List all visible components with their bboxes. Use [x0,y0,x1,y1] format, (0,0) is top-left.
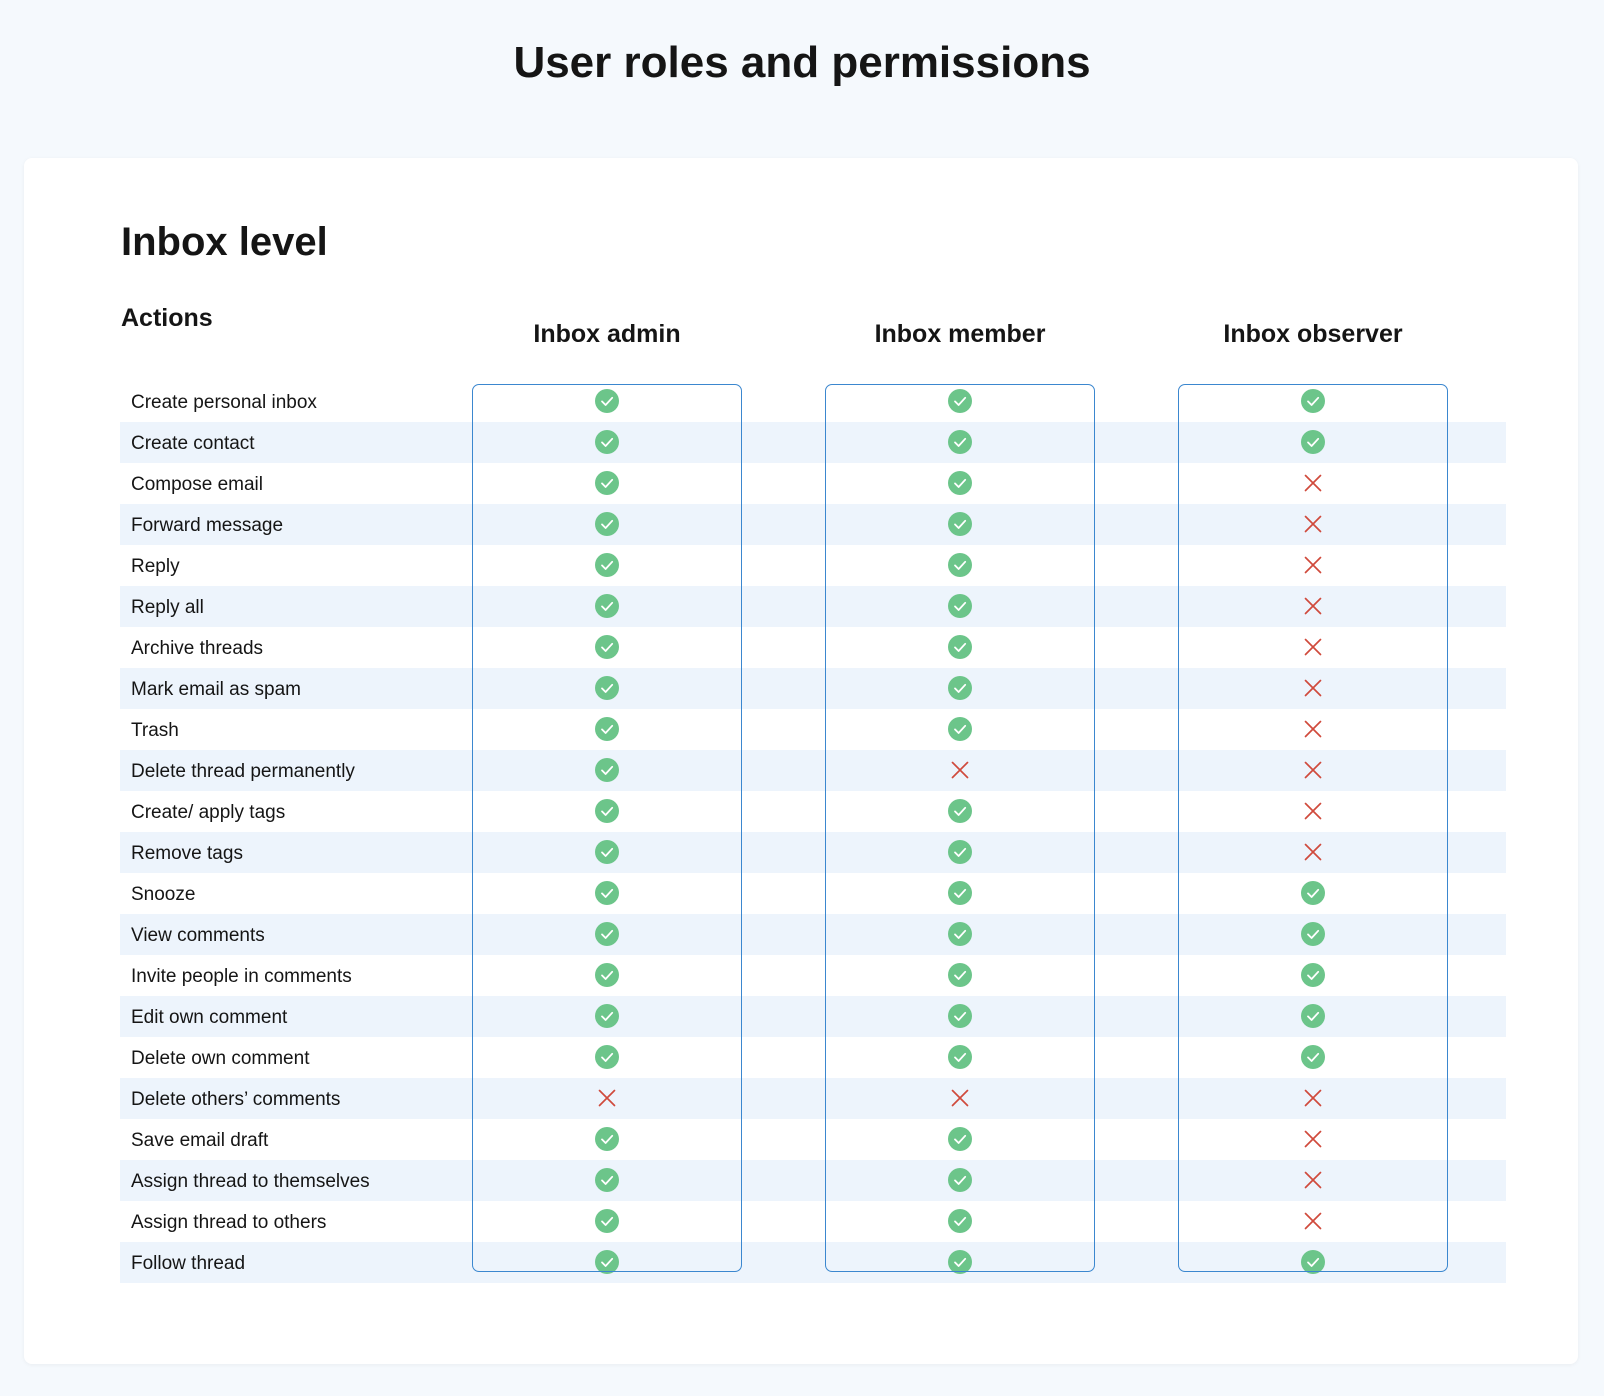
action-label: View comments [131,925,265,946]
cross-icon [1301,553,1325,577]
table-row [120,791,1506,832]
table-row [120,709,1506,750]
table-row [120,1242,1506,1283]
table-row [120,627,1506,668]
check-circle-icon [595,717,619,741]
check-circle-icon [595,922,619,946]
action-label: Reply all [131,597,204,618]
page-title: User roles and permissions [513,38,1091,87]
table-row [120,832,1506,873]
check-circle-icon [948,922,972,946]
cross-icon [1301,1127,1325,1151]
table-row [120,1078,1506,1119]
action-label: Forward message [131,515,284,536]
cross-icon [948,1086,972,1110]
table-row [120,1037,1506,1078]
cross-icon [1301,1209,1325,1233]
action-label: Create/ apply tags [131,802,286,823]
cross-icon [1301,594,1325,618]
action-label: Snooze [131,884,196,905]
check-circle-icon [1301,389,1325,413]
table-row [120,1119,1506,1160]
cross-icon [1301,1168,1325,1192]
check-circle-icon [948,1250,972,1274]
table-row [120,545,1506,586]
check-circle-icon [948,840,972,864]
check-circle-icon [948,1004,972,1028]
check-circle-icon [948,717,972,741]
check-circle-icon [595,1250,619,1274]
check-circle-icon [948,1168,972,1192]
table-row [120,504,1506,545]
check-circle-icon [595,799,619,823]
table-row [120,1160,1506,1201]
table-row [120,996,1506,1037]
cross-icon [1301,676,1325,700]
check-circle-icon [595,635,619,659]
check-circle-icon [595,430,619,454]
check-circle-icon [948,512,972,536]
action-label: Save email draft [131,1130,269,1151]
check-circle-icon [948,635,972,659]
cross-icon [948,758,972,782]
action-label: Assign thread to others [131,1212,327,1233]
check-circle-icon [595,594,619,618]
cross-icon [595,1086,619,1110]
check-circle-icon [948,1127,972,1151]
check-circle-icon [595,1045,619,1069]
table-row [120,381,1506,422]
action-label: Create contact [131,433,255,454]
cross-icon [1301,1086,1325,1110]
check-circle-icon [595,963,619,987]
check-circle-icon [948,430,972,454]
check-circle-icon [595,1168,619,1192]
table-row [120,668,1506,709]
cross-icon [1301,717,1325,741]
action-label: Mark email as spam [131,679,301,700]
check-circle-icon [948,389,972,413]
action-label: Assign thread to themselves [131,1171,370,1192]
table-row [120,422,1506,463]
check-circle-icon [948,1209,972,1233]
check-circle-icon [948,881,972,905]
column-header-inbox-observer: Inbox observer [1223,320,1403,348]
check-circle-icon [948,799,972,823]
check-circle-icon [595,758,619,782]
check-circle-icon [1301,1045,1325,1069]
action-label: Compose email [131,474,263,495]
check-circle-icon [595,471,619,495]
check-circle-icon [1301,963,1325,987]
check-circle-icon [948,676,972,700]
action-label: Reply [131,556,180,577]
cross-icon [1301,512,1325,536]
permissions-table [120,381,1506,1283]
check-circle-icon [1301,430,1325,454]
table-row [120,586,1506,627]
check-circle-icon [1301,1250,1325,1274]
action-label: Edit own comment [131,1007,288,1028]
table-row [120,873,1506,914]
check-circle-icon [1301,881,1325,905]
check-circle-icon [948,471,972,495]
action-label: Create personal inbox [131,392,317,413]
table-row [120,1201,1506,1242]
check-circle-icon [948,1045,972,1069]
action-label: Delete others’ comments [131,1089,341,1110]
cross-icon [1301,758,1325,782]
check-circle-icon [595,512,619,536]
check-circle-icon [1301,1004,1325,1028]
table-row [120,463,1506,504]
check-circle-icon [595,881,619,905]
action-label: Invite people in comments [131,966,352,987]
check-circle-icon [948,963,972,987]
check-circle-icon [595,1127,619,1151]
column-header-inbox-member: Inbox member [874,320,1046,348]
action-label: Delete own comment [131,1048,310,1069]
check-circle-icon [595,389,619,413]
table-row [120,914,1506,955]
cross-icon [1301,840,1325,864]
action-label: Remove tags [131,843,243,864]
check-circle-icon [948,594,972,618]
action-label: Trash [131,720,179,741]
section-title: Inbox level [121,220,328,264]
check-circle-icon [595,1004,619,1028]
action-label: Archive threads [131,638,264,659]
check-circle-icon [948,553,972,577]
cross-icon [1301,471,1325,495]
column-header-inbox-admin: Inbox admin [533,320,681,348]
action-label: Follow thread [131,1253,246,1274]
check-circle-icon [1301,922,1325,946]
check-circle-icon [595,676,619,700]
check-circle-icon [595,553,619,577]
check-circle-icon [595,840,619,864]
action-label: Delete thread permanently [131,761,355,782]
cross-icon [1301,799,1325,823]
table-row [120,955,1506,996]
actions-column-header: Actions [121,304,213,332]
cross-icon [1301,635,1325,659]
permissions-card [24,158,1578,1364]
table-row [120,750,1506,791]
check-circle-icon [595,1209,619,1233]
